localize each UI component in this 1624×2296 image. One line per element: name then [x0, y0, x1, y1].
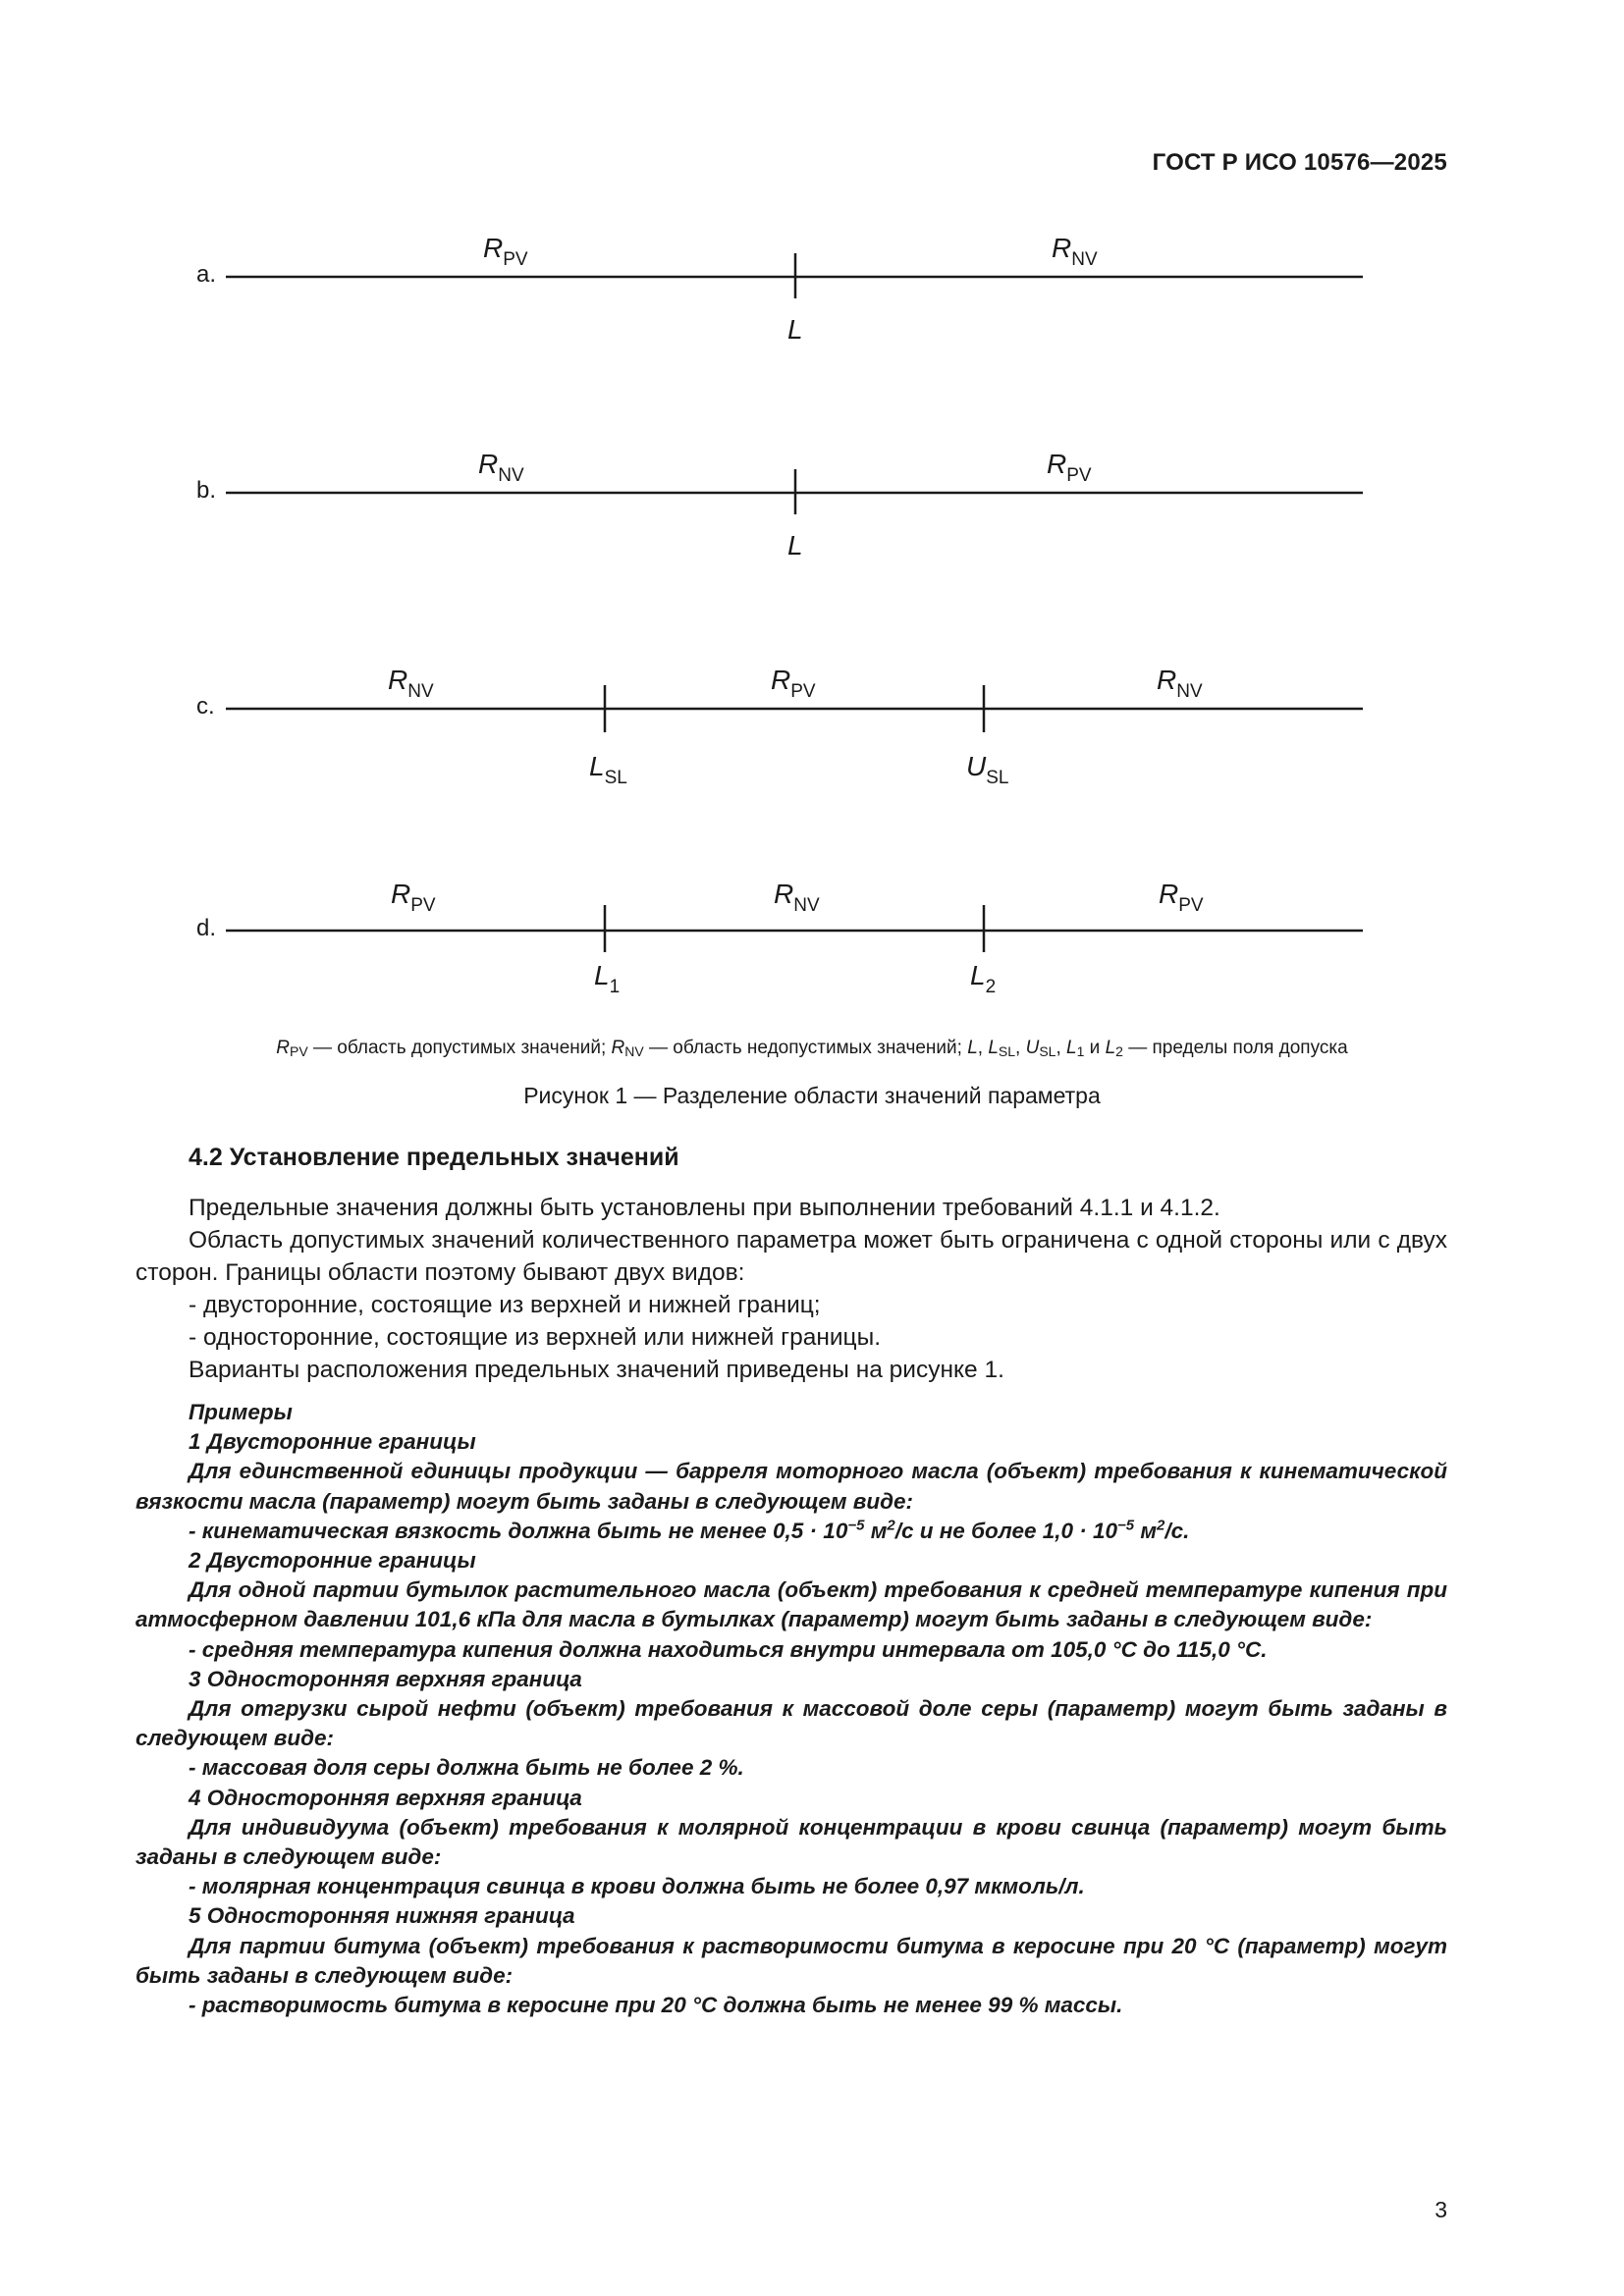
- example-requirement: - массовая доля серы должна быть не более 2 %.: [189, 1755, 744, 1781]
- example-title: 3 Односторонняя верхняя граница: [189, 1666, 582, 1691]
- row-label: c.: [196, 693, 215, 720]
- paragraph: Область допустимых значений количественного параметра может быть ограничена с одной стороны или с двух сторон. Границы области поэтому бывают двух видов:: [135, 1227, 1447, 1286]
- example-text: Для отгрузки сырой нефти (объект) требования к массовой доле серы (параметр) могут быть заданы в следующем виде:: [135, 1696, 1447, 1751]
- example-requirement: - средняя температура кипения должна находиться внутри интервала от 105,0 °С до 115,0 °С.: [189, 1636, 1268, 1662]
- region-label: $R_{PV}$: [1047, 449, 1092, 486]
- limit-label: $U_{SL}$: [966, 751, 1009, 788]
- diagram-row-a: [196, 233, 1363, 345]
- row-label: a.: [196, 261, 217, 288]
- limit-label: $L_1$: [594, 960, 621, 997]
- region-label: $R_{PV}$: [483, 233, 528, 270]
- section-4-2: [135, 1142, 1447, 2020]
- page-number: 3: [1435, 2197, 1447, 2222]
- figure-caption: Рисунок 1 — Разделение области значений параметра: [523, 1083, 1101, 1108]
- list-item: - односторонние, состоящие из верхней или нижней границы.: [189, 1324, 881, 1351]
- example-title: 1 Двусторонние границы: [189, 1429, 476, 1455]
- region-label: $R_{NV}$: [478, 449, 524, 486]
- figure-legend: $R_{PV}$ — область допустимых значений; $R_{NV}$ — область недопустимых значений; L, $L_{SL}$, $U_{SL}$, $L_1$ и $L_2$ — пределы поля допуска: [276, 1038, 1348, 1059]
- limit-label: L: [787, 314, 803, 345]
- row-label: b.: [196, 477, 217, 504]
- region-label: $R_{NV}$: [1157, 665, 1203, 702]
- region-label: $R_{NV}$: [1052, 233, 1098, 270]
- figure-1: [0, 0, 1624, 1041]
- example-text: Для единственной единицы продукции — барреля моторного масла (объект) требования к кинематической вязкости масла (параметр) могут быть заданы в следующем виде:: [135, 1459, 1447, 1514]
- limit-label: $L_2$: [970, 960, 997, 997]
- diagram-row-b: [196, 449, 1363, 561]
- region-label: $R_{NV}$: [774, 879, 820, 916]
- paragraph: Предельные значения должны быть установлены при выполнении требований 4.1.1 и 4.1.2.: [189, 1195, 1220, 1221]
- example-text: Для партии битума (объект) требования к растворимости битума в керосине при 20 °С (параметр) могут быть заданы в следующем виде:: [135, 1933, 1447, 1988]
- example-requirement: - растворимость битума в керосине при 20 °С должна быть не менее 99 % массы.: [189, 1993, 1123, 2018]
- section-title: 4.2 Установление предельных значений: [189, 1144, 679, 1171]
- example-title: 2 Двусторонние границы: [189, 1548, 476, 1574]
- document-id: ГОСТ Р ИСО 10576—2025: [1152, 149, 1447, 176]
- example-title: 5 Односторонняя нижняя граница: [189, 1903, 575, 1929]
- row-label: d.: [196, 915, 217, 941]
- diagram-row-d: [196, 879, 1363, 997]
- example-title: 4 Односторонняя верхняя граница: [189, 1785, 582, 1810]
- region-label: $R_{PV}$: [771, 665, 816, 702]
- region-diagram: [0, 0, 1624, 1041]
- diagram-row-c: [196, 665, 1363, 788]
- limit-label: $L_{SL}$: [589, 751, 627, 788]
- region-label: $R_{PV}$: [391, 879, 436, 916]
- example-text: Для индивидуума (объект) требования к молярной концентрации в крови свинца (параметр) могут быть заданы в следующем виде:: [135, 1814, 1447, 1870]
- list-item: - двусторонние, состоящие из верхней и нижней границ;: [189, 1292, 821, 1318]
- limit-label: L: [787, 530, 803, 561]
- examples-heading: Примеры: [189, 1400, 293, 1424]
- paragraph: Варианты расположения предельных значений приведены на рисунке 1.: [189, 1357, 1004, 1383]
- examples-block: [135, 1398, 1447, 2020]
- example-text: Для одной партии бутылок растительного масла (объект) требования к средней температуре кипения при атмосферном давлении 101,6 кПа для масла в бутылках (параметр) могут быть заданы в следующем виде:: [135, 1577, 1447, 1632]
- region-label: $R_{PV}$: [1159, 879, 1204, 916]
- example-requirement: - молярная концентрация свинца в крови должна быть не более 0,97 мкмоль/л.: [189, 1874, 1085, 1899]
- example-requirement: - кинематическая вязкость должна быть не менее $0,5 \cdot 10^{-5}$ $м^2/с$ и не более $1,0 \cdot 10^{-5}$ $м^2/с$.: [189, 1517, 1190, 1543]
- region-label: $R_{NV}$: [388, 665, 434, 702]
